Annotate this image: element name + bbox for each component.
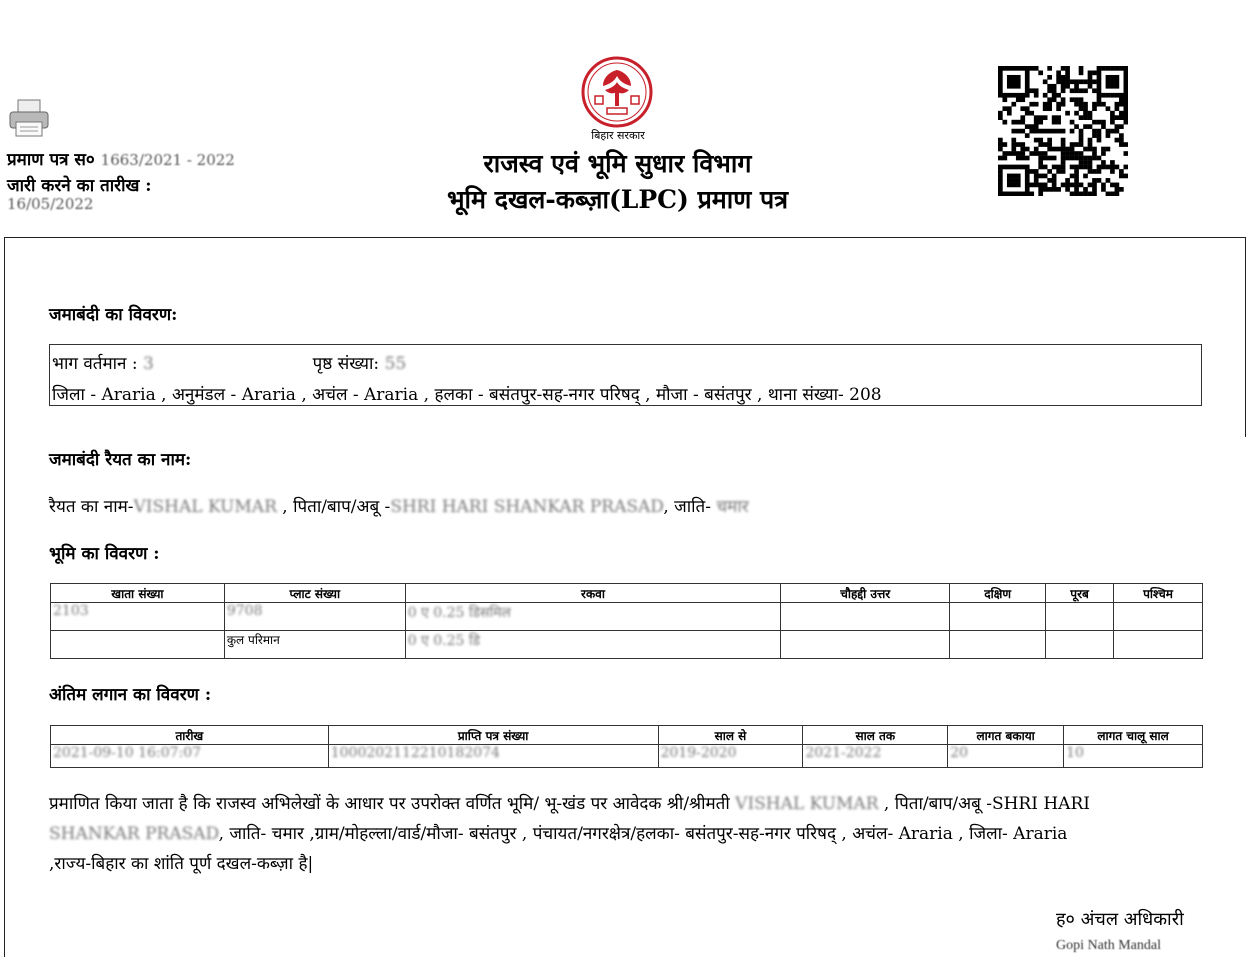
table-cell: 0 ए 0.25 डि [405, 631, 781, 659]
col-khata: खाता संख्या [51, 584, 225, 603]
certificate-title: भूमि दखल-कब्ज़ा(LPC) प्रमाण पत्र [446, 185, 789, 214]
table-cell [950, 603, 1046, 631]
table-cell: 2021-2022 [803, 745, 948, 768]
prishth-value: 55 [384, 354, 407, 374]
table-cell [950, 631, 1046, 659]
table-row [51, 745, 1203, 768]
certify-line-1: प्रमाणित किया जाता है कि राजस्व अभिलेखों के आधार पर उपरोक्त वर्णित भूमि/ भू-खंड पर आवेदक श्री/श्रीमती [49, 794, 730, 814]
certificate-number [7, 147, 235, 170]
jamabandi-heading: जमाबंदी का विवरण: [49, 305, 178, 325]
col-current: लागत चालू साल [1064, 726, 1203, 745]
government-name: बिहार सरकार [591, 129, 645, 142]
printer-icon[interactable] [6, 98, 54, 138]
table-row [51, 603, 1203, 631]
jamabandi-details-box [49, 344, 1202, 406]
qr-code [998, 66, 1128, 196]
applicant-name: VISHAL KUMAR [735, 794, 879, 814]
applicant-father-name: SHANKAR PRASAD [49, 824, 219, 844]
prishth-label: पृष्ठ संख्या: [312, 354, 380, 374]
caste-label: , जाति- [663, 497, 711, 517]
table-cell: 0 ए 0.25 डिसमिल [405, 603, 781, 631]
table-cell: 20 [948, 745, 1064, 768]
table-cell: 2103 [51, 603, 225, 631]
col-south: दक्षिण [950, 584, 1046, 603]
table-cell [1114, 603, 1203, 631]
certification-paragraph [49, 789, 1209, 879]
bhag-value: 3 [143, 354, 154, 374]
certify-line-2-tail: , जाति- चमार ,ग्राम/मोहल्ला/वार्ड/मौजा- बसंतपुर , पंचायत/नगरक्षेत्र/हलका- बसंतपुर-सह-नगर परिषद् , अचंल- Araria , जिला- Araria [218, 824, 1068, 844]
raiyat-line [49, 494, 749, 517]
col-receipt: प्राप्ति पत्र संख्या [328, 726, 658, 745]
land-table-header [51, 584, 1203, 603]
bhag-label: भाग वर्तमान : [52, 354, 138, 374]
raiyat-heading: जमाबंदी रैयत का नाम: [49, 450, 192, 470]
table-cell: 2021-09-10 16:07:07 [51, 745, 329, 768]
col-rakwa: रकवा [405, 584, 781, 603]
table-cell [1114, 631, 1203, 659]
col-year-from: साल से [658, 726, 803, 745]
certify-line-1-tail: , पिता/बाप/अबू -SHRI HARI [883, 794, 1090, 814]
raiyat-name-value: VISHAL KUMAR [133, 497, 277, 517]
issue-date-value: 16/05/2022 [7, 195, 94, 213]
certify-line-3: ,राज्य-बिहार का शांति पूर्ण दखल-कब्ज़ा है| [49, 854, 314, 874]
location-line: जिला - Araria , अनुमंडल - Araria , अचंल - Araria , हलका - बसंतपुर-सह-नगर परिषद् , मौजा - बसंतपुर , थाना संख्या- 208 [52, 385, 882, 405]
table-cell [51, 631, 225, 659]
land-table [50, 583, 1203, 659]
col-arrears: लागत बकाया [948, 726, 1064, 745]
issue-date-label: जारी करने का तारीख : [7, 176, 152, 196]
table-cell [1046, 603, 1114, 631]
frame-right-border [1245, 237, 1246, 437]
lagan-table [50, 725, 1203, 768]
col-north: चौहद्दी उत्तर [781, 584, 950, 603]
col-date: तारीख [51, 726, 329, 745]
table-cell [781, 631, 950, 659]
bihar-emblem-logo [581, 56, 653, 128]
signatory-designation: ह० अंचल अधिकारी [1056, 909, 1184, 930]
raiyat-name-label: रैयत का नाम- [49, 497, 134, 517]
table-cell [781, 603, 950, 631]
caste-value: चमार [716, 497, 749, 517]
signatory-name: Gopi Nath Mandal [1056, 938, 1161, 953]
table-cell: 9708 [224, 603, 405, 631]
lagan-table-header [51, 726, 1203, 745]
lagan-heading: अंतिम लगान का विवरण : [49, 685, 212, 705]
father-value: SHRI HARI SHANKAR PRASAD [390, 497, 664, 517]
table-cell [1046, 631, 1114, 659]
department-title: राजस्व एवं भूमि सुधार विभाग [483, 149, 752, 178]
table-cell: 2019-2020 [658, 745, 803, 768]
col-year-to: साल तक [803, 726, 948, 745]
table-cell: 1000202112210182074 [328, 745, 658, 768]
table-row [51, 631, 1203, 659]
father-label: , पिता/बाप/अबू - [282, 497, 391, 517]
total-label-cell: कुल परिमान [224, 631, 405, 659]
col-west: पश्चिम [1114, 584, 1203, 603]
certificate-number-value: 1663/2021 - 2022 [100, 151, 235, 169]
certificate-number-label: प्रमाण पत्र स० [7, 150, 95, 170]
land-heading: भूमि का विवरण : [49, 544, 160, 564]
col-plot: प्लाट संख्या [224, 584, 405, 603]
table-cell: 10 [1064, 745, 1203, 768]
col-east: पूरब [1046, 584, 1114, 603]
